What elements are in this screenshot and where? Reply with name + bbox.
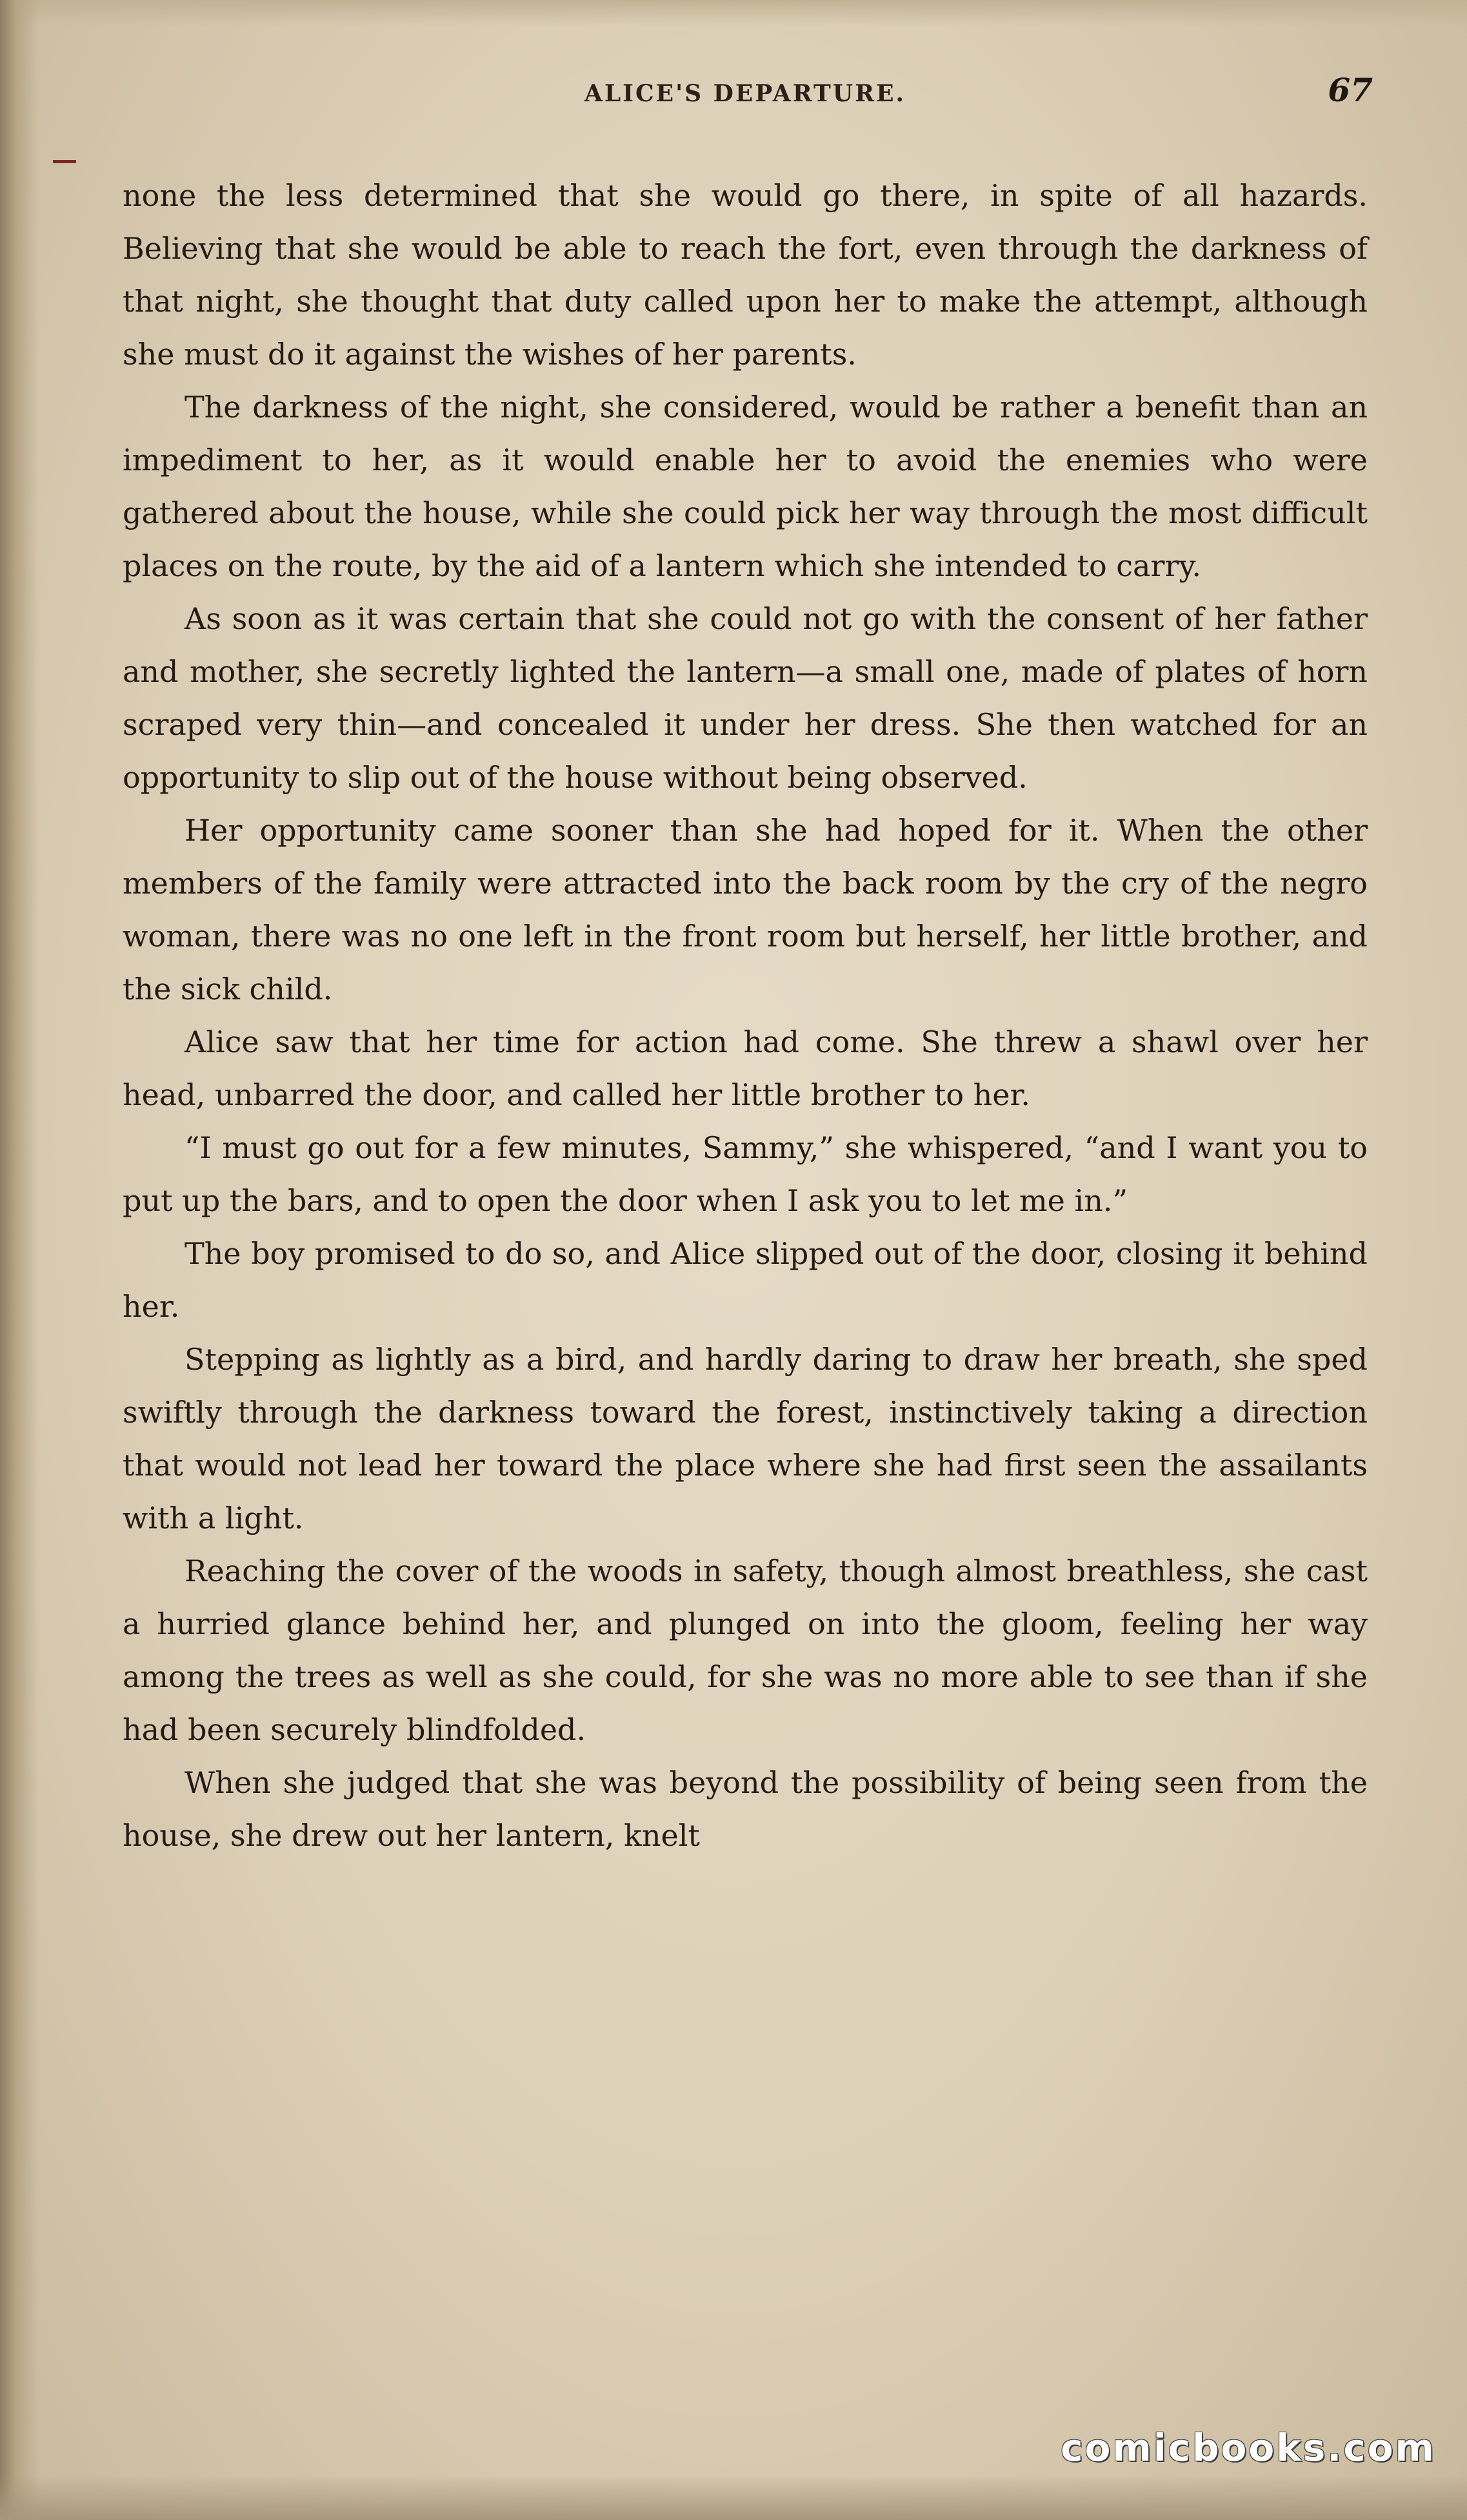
page-number: 67 [1328,71,1373,109]
paragraph: The darkness of the night, she considered, would be rather a benefit than an impediment to her, as it would enable her to avoid the enemies who were gathered about the house, while she could pick her way through the most difficult places on the route, by the aid of a lantern which she intended to carry. [123,390,1368,583]
margin-mark [53,160,76,163]
paragraph: “I must go out for a few minutes, Sammy,” she whispered, “and I want you to put up the bars, and to open the door when I ask you to let me in.” [123,1130,1368,1218]
running-head: ALICE'S DEPARTURE. [584,80,906,107]
page-spine-shadow [0,0,39,2520]
paragraph: Reaching the cover of the woods in safety, though almost breathless, she cast a hurried glance behind her, and plunged on into the gloom, feeling her way among the trees as well as she could, for she was no more able to see than if she had been securely blindfolded. [123,1554,1368,1747]
paragraph: Stepping as lightly as a bird, and hardly daring to draw her breath, she sped swiftly through the darkness toward the forest, instinctively taking a direction that would not lead her toward the place where she had first seen the assailants with a light. [123,1342,1368,1535]
page-top-shadow [0,0,1467,26]
paragraph: Alice saw that her time for action had come. She threw a shawl over her head, unbarred the door, and called her little brother to her. [123,1025,1368,1112]
watermark: comicbooks.com [1061,2426,1436,2470]
body-text [123,169,1368,1862]
paragraph: none the less determined that she would go there, in spite of all hazards. Believing that she would be able to reach the fort, even through the darkness of that night, she thought that duty called upon her to make the attempt, although she must do it against the wishes of her parents. [123,178,1368,372]
page-bottom-shadow [0,2475,1467,2520]
paragraph: As soon as it was certain that she could not go with the consent of her father and mother, she secretly lighted the lantern—a small one, made of plates of horn scraped very thin—and concealed it under her dress. She then watched for an opportunity to slip out of the house without being observed. [123,601,1368,795]
paragraph: When she judged that she was beyond the possibility of being seen from the house, she drew out her lantern, knelt [123,1765,1368,1853]
paragraph: The boy promised to do so, and Alice slipped out of the door, closing it behind her. [123,1236,1368,1324]
page-header [123,71,1373,123]
paragraph: Her opportunity came sooner than she had hoped for it. When the other members of the family were attracted into the back room by the cry of the negro woman, there was no one left in the front room but herself, her little brother, and the sick child. [123,813,1368,1006]
